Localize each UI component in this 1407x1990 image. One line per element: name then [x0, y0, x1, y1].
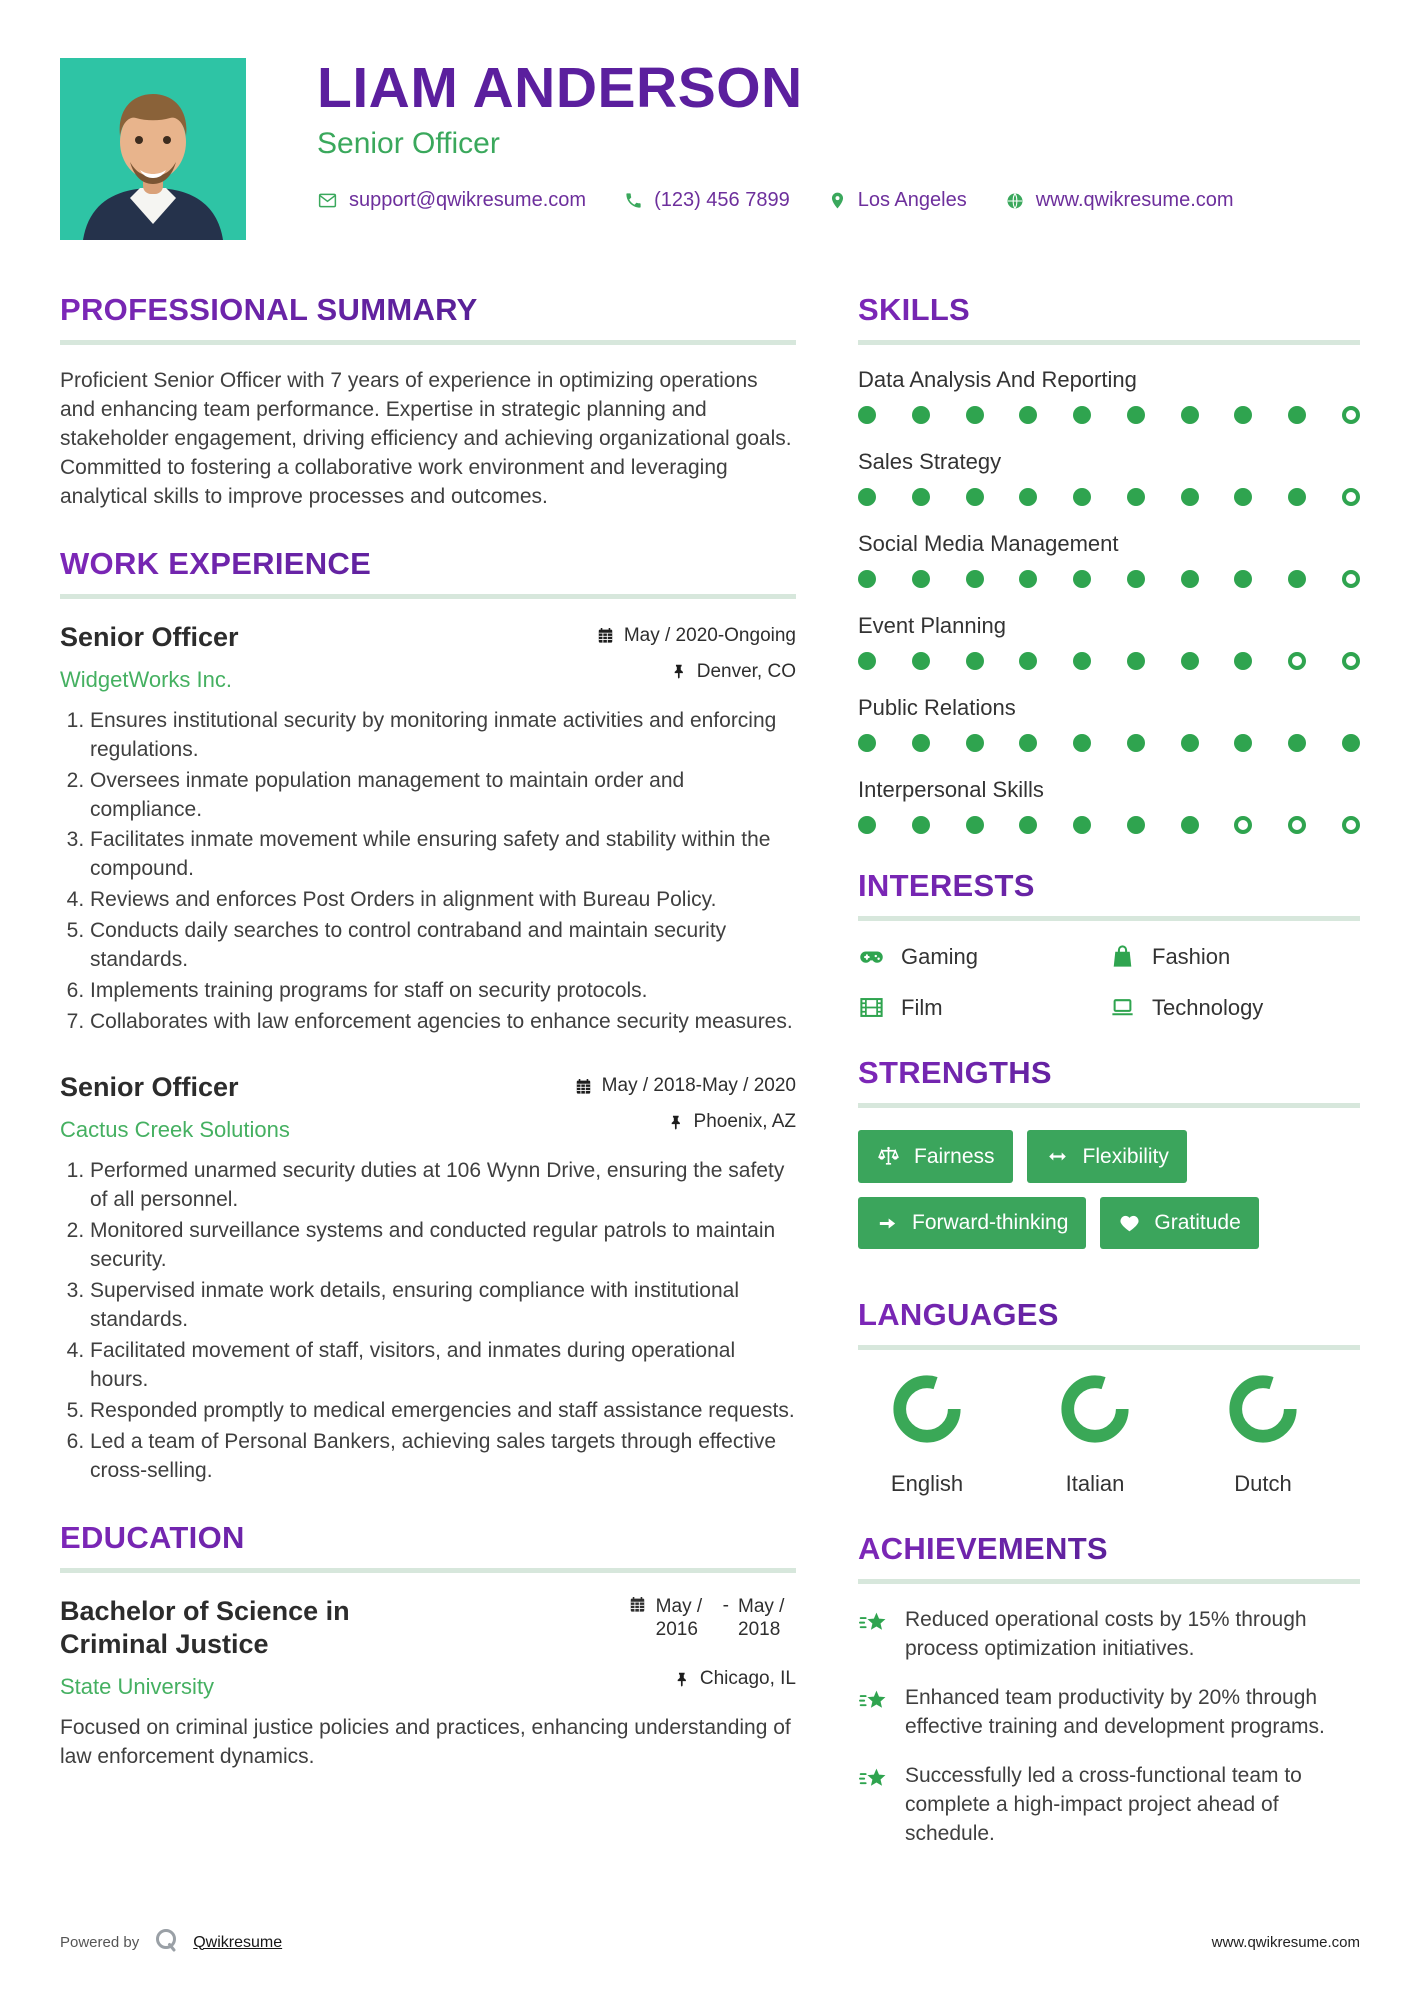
education-entry	[60, 1595, 796, 1701]
job-bullet: 5. Responded promptly to medical emergencies and staff assistance requests.	[90, 1397, 796, 1426]
education-date-end: May / 2018	[738, 1595, 785, 1641]
interests-grid	[858, 943, 1360, 1021]
left-column	[60, 292, 796, 1883]
skill-rating	[858, 406, 1360, 424]
section-divider	[858, 1103, 1360, 1108]
education-location-text: Chicago, IL	[699, 1668, 796, 1690]
skill-rating	[858, 652, 1360, 670]
skill-dot-filled	[858, 652, 876, 670]
strength-badge	[858, 1197, 1086, 1249]
language-level-donut	[1226, 1372, 1300, 1451]
skill-dot-filled	[858, 816, 876, 834]
section-summary	[60, 292, 796, 512]
job-bullet: 2. Monitored surveillance systems and conducted regular patrols to maintain security.	[90, 1217, 796, 1275]
skill-dot-filled	[1073, 816, 1091, 834]
powered-by-label: Powered by	[60, 1934, 140, 1951]
job-bullet: 4. Facilitated movement of staff, visitors, and inmates during operational hours.	[90, 1337, 796, 1395]
achievements-heading: ACHIEVEMENTS	[858, 1531, 1360, 1567]
portrait-illustration	[60, 58, 246, 240]
section-education	[60, 1520, 796, 1772]
skill-dot-filled	[858, 734, 876, 752]
education-date-start: May / 2016	[655, 1595, 703, 1641]
footer-website[interactable]: www.qwikresume.com	[1211, 1934, 1360, 1951]
language-level-donut	[1058, 1372, 1132, 1451]
job-title: Senior Officer	[60, 1072, 239, 1103]
jobs-list	[60, 621, 796, 1486]
job-bullet: 3. Facilitates inmate movement while ensuring safety and stability within the compound.	[90, 826, 796, 884]
skill-dot-filled	[1288, 734, 1306, 752]
skill-name: Interpersonal Skills	[858, 777, 1044, 802]
skill-dot-filled	[1181, 652, 1199, 670]
skill-dot-filled	[1234, 570, 1252, 588]
skill-dot-filled	[1288, 488, 1306, 506]
contact-phone-text: (123) 456 7899	[654, 189, 790, 211]
job-bullet: 6. Led a team of Personal Bankers, achieving sales targets through effective cross-selling.	[90, 1428, 796, 1486]
skill-dot-filled	[1127, 816, 1145, 834]
interest-item	[858, 943, 1109, 970]
interest-label: Fashion	[1152, 943, 1231, 969]
achievement-text: Enhanced team productivity by 20% through effective training and development programs.	[905, 1685, 1325, 1738]
languages-list	[858, 1372, 1360, 1497]
skill-rating	[858, 488, 1360, 506]
section-achievements	[858, 1531, 1360, 1849]
skill-dot-filled	[1019, 652, 1037, 670]
skill-dot-filled	[912, 406, 930, 424]
contact-website[interactable]	[1005, 189, 1234, 212]
skill-dot-filled	[1127, 570, 1145, 588]
interests-heading: INTERESTS	[858, 868, 1360, 904]
person-title: Senior Officer	[317, 127, 500, 160]
skill-dot-filled	[1019, 488, 1037, 506]
job-date-text: May / 2018-May / 2020	[601, 1075, 796, 1097]
section-divider	[858, 340, 1360, 345]
interest-item	[1109, 994, 1360, 1021]
job-location	[574, 1111, 796, 1133]
header	[0, 0, 1407, 240]
contact-website-text: www.qwikresume.com	[1035, 189, 1234, 211]
section-divider	[858, 916, 1360, 921]
strength-label: Flexibility	[1082, 1144, 1169, 1168]
arrow-right-icon	[876, 1212, 899, 1235]
job-date	[596, 625, 796, 647]
education-description: Focused on criminal justice policies and practices, enhancing understanding of law enforcement dynamics.	[60, 1716, 791, 1769]
strengths-heading: STRENGTHS	[858, 1055, 1360, 1091]
section-divider	[858, 1345, 1360, 1350]
skill-dot-filled	[966, 652, 984, 670]
envelope-icon	[317, 190, 338, 211]
skill-dot-filled	[1181, 406, 1199, 424]
job-bullet-list	[60, 1157, 796, 1486]
achievement-item	[858, 1606, 1360, 1664]
skill-dot-open	[1342, 488, 1360, 506]
calendar-icon	[596, 626, 615, 645]
section-divider	[60, 594, 796, 599]
skill-name: Social Media Management	[858, 531, 1119, 556]
skill-dot-filled	[1342, 734, 1360, 752]
skill-dot-filled	[1181, 570, 1199, 588]
right-column	[858, 292, 1360, 1883]
skill-dot-filled	[912, 816, 930, 834]
section-work-experience	[60, 546, 796, 1486]
scale-icon	[876, 1144, 901, 1169]
job-title: Senior Officer	[60, 621, 239, 652]
interest-item	[1109, 943, 1360, 970]
gamepad-icon	[858, 943, 885, 970]
shopping-bag-icon	[1109, 943, 1136, 970]
achievement-text: Reduced operational costs by 15% through process optimization initiatives.	[905, 1608, 1307, 1660]
job-date	[574, 1075, 796, 1097]
education-dates	[628, 1595, 796, 1643]
pushpin-icon	[668, 1114, 685, 1131]
skill-dot-filled	[858, 406, 876, 424]
skill-dot-open	[1288, 816, 1306, 834]
calendar-icon	[574, 1077, 593, 1096]
section-divider	[60, 1568, 796, 1573]
strengths-list	[858, 1130, 1360, 1263]
skill-dot-filled	[966, 570, 984, 588]
job-bullet: 2. Oversees inmate population management to maintain order and compliance.	[90, 767, 796, 825]
skill-dot-filled	[1234, 488, 1252, 506]
language-item	[1034, 1372, 1156, 1497]
job-entry	[60, 1071, 796, 1485]
skill-dot-filled	[1127, 652, 1145, 670]
contact-email[interactable]	[317, 189, 586, 212]
skill-dot-filled	[858, 570, 876, 588]
skill-dot-filled	[966, 406, 984, 424]
language-label: Dutch	[1234, 1471, 1292, 1496]
skill-dot-filled	[912, 488, 930, 506]
skill-dot-open	[1288, 652, 1306, 670]
skill-dot-filled	[1181, 816, 1199, 834]
job-entry	[60, 621, 796, 1037]
job-company: Cactus Creek Solutions	[60, 1117, 290, 1142]
skill-dot-filled	[858, 488, 876, 506]
job-bullet: 1. Ensures institutional security by monitoring inmate activities and enforcing regulations.	[90, 707, 796, 765]
strength-badge	[1027, 1130, 1187, 1183]
language-level-donut	[890, 1372, 964, 1451]
strength-label: Fairness	[914, 1144, 995, 1168]
job-bullet: 3. Supervised inmate work details, ensuring compliance with institutional standards.	[90, 1277, 796, 1335]
pushpin-icon	[674, 1671, 691, 1688]
skill-name: Sales Strategy	[858, 449, 1002, 474]
skill-dot-filled	[1288, 406, 1306, 424]
job-bullet: 6. Implements training programs for staff on security protocols.	[90, 977, 796, 1006]
strength-label: Forward-thinking	[912, 1211, 1069, 1234]
skill-dot-filled	[912, 734, 930, 752]
achievement-text: Successfully led a cross-functional team to complete a high-impact project ahead of schedule.	[905, 1763, 1302, 1845]
skill-dot-filled	[966, 488, 984, 506]
education-degree: Bachelor of Science in Criminal Justice	[60, 1595, 350, 1660]
profile-photo	[60, 58, 246, 240]
job-date-text: May / 2020-Ongoing	[623, 624, 796, 646]
education-heading: EDUCATION	[60, 1520, 796, 1556]
achievement-item	[858, 1762, 1360, 1849]
skill-dot-filled	[1073, 570, 1091, 588]
strength-label: Gratitude	[1154, 1211, 1241, 1234]
skill-rating	[858, 816, 1360, 834]
section-languages	[858, 1297, 1360, 1497]
location-pin-icon	[828, 191, 847, 210]
skill-dot-filled	[966, 816, 984, 834]
job-location-text: Denver, CO	[696, 660, 796, 682]
globe-icon	[1005, 191, 1025, 211]
interest-item	[858, 994, 1109, 1021]
skill-dot-open	[1342, 406, 1360, 424]
skill-dot-filled	[1073, 652, 1091, 670]
skill-dot-filled	[1234, 406, 1252, 424]
skill-dot-filled	[1019, 816, 1037, 834]
skill-dot-filled	[1073, 488, 1091, 506]
skill-name: Event Planning	[858, 613, 1006, 638]
shooting-star-icon	[858, 1762, 890, 1849]
job-bullet: 7. Collaborates with law enforcement agencies to enhance security measures.	[90, 1008, 796, 1037]
film-icon	[858, 994, 885, 1021]
person-name: LIAM ANDERSON	[317, 56, 803, 120]
skill-dot-open	[1342, 816, 1360, 834]
education-location	[628, 1668, 796, 1690]
skill-dot-filled	[1127, 734, 1145, 752]
job-company: WidgetWorks Inc.	[60, 666, 232, 692]
job-location-text: Phoenix, AZ	[693, 1111, 796, 1133]
skill-dot-filled	[1234, 734, 1252, 752]
strength-badge	[1100, 1197, 1258, 1249]
skill-dot-filled	[912, 570, 930, 588]
skill-dot-open	[1342, 570, 1360, 588]
skill-dot-filled	[1073, 406, 1091, 424]
interest-label: Technology	[1152, 994, 1264, 1020]
skill-dot-filled	[1019, 406, 1037, 424]
job-bullet-list	[60, 707, 796, 1038]
skill-dot-filled	[1127, 406, 1145, 424]
language-label: English	[890, 1471, 964, 1496]
job-bullet: 1. Performed unarmed security duties at 106 Wynn Drive, ensuring the safety of all personnel.	[90, 1157, 796, 1215]
contact-phone	[624, 189, 790, 212]
shooting-star-icon	[858, 1606, 890, 1664]
phone-icon	[624, 191, 643, 210]
brand-link[interactable]: Qwikresume	[193, 1933, 283, 1951]
contact-email-text: support@qwikresume.com	[349, 189, 587, 211]
skill-dot-filled	[1234, 652, 1252, 670]
work-heading: WORK EXPERIENCE	[60, 546, 796, 582]
section-divider	[60, 340, 796, 345]
contact-location	[828, 189, 967, 212]
job-location	[596, 661, 796, 683]
achievements-list	[858, 1606, 1360, 1849]
languages-heading: LANGUAGES	[858, 1297, 1360, 1333]
skill-dot-filled	[966, 734, 984, 752]
language-item	[866, 1372, 988, 1497]
language-label: Italian	[1065, 1471, 1125, 1496]
skill-dot-filled	[912, 652, 930, 670]
skill-dot-open	[1342, 652, 1360, 670]
section-skills	[858, 292, 1360, 834]
interest-label: Film	[901, 994, 943, 1020]
skill-dot-filled	[1019, 570, 1037, 588]
skill-rating	[858, 734, 1360, 752]
skill-dot-filled	[1181, 734, 1199, 752]
skills-list	[858, 367, 1360, 834]
contact-row	[317, 189, 1272, 212]
contact-location-text: Los Angeles	[857, 189, 967, 211]
calendar-icon	[628, 1595, 647, 1620]
section-strengths	[858, 1055, 1360, 1263]
summary-text: Proficient Senior Officer with 7 years of experience in optimizing operations and enhancing team performance. Expertise in strategic planning and stakeholder engagement, driving efficiency and achieving organizational goals. Committed to fostering a collaborative work environment and leveraging analytical skills to improve processes and outcomes.	[60, 369, 792, 508]
skills-heading: SKILLS	[858, 292, 1360, 328]
heart-icon	[1118, 1212, 1141, 1235]
skill-dot-filled	[1288, 570, 1306, 588]
laptop-icon	[1109, 994, 1136, 1021]
job-bullet: 4. Reviews and enforces Post Orders in alignment with Bureau Policy.	[90, 886, 796, 915]
section-divider	[858, 1579, 1360, 1584]
strength-badge	[858, 1130, 1013, 1183]
section-interests	[858, 868, 1360, 1021]
summary-heading: PROFESSIONAL SUMMARY	[60, 292, 796, 328]
skill-dot-filled	[1019, 734, 1037, 752]
skill-name: Public Relations	[858, 695, 1016, 720]
interest-label: Gaming	[901, 943, 979, 969]
horizontal-arrow-icon	[1045, 1144, 1070, 1169]
skill-dot-filled	[1127, 488, 1145, 506]
skill-dot-open	[1234, 816, 1252, 834]
skill-rating	[858, 570, 1360, 588]
education-date-separator: -	[722, 1594, 729, 1616]
footer	[60, 1925, 1360, 1960]
content-columns	[0, 292, 1407, 1883]
job-bullet: 5. Conducts daily searches to control contraband and maintain security standards.	[90, 917, 796, 975]
education-school: State University	[60, 1674, 215, 1700]
pushpin-icon	[671, 663, 688, 680]
shooting-star-icon	[858, 1684, 890, 1742]
skill-dot-filled	[1181, 488, 1199, 506]
skill-dot-filled	[1073, 734, 1091, 752]
achievement-item	[858, 1684, 1360, 1742]
qwikresume-logo-icon	[151, 1925, 181, 1960]
skill-name: Data Analysis And Reporting	[858, 367, 1137, 392]
language-item	[1202, 1372, 1324, 1497]
